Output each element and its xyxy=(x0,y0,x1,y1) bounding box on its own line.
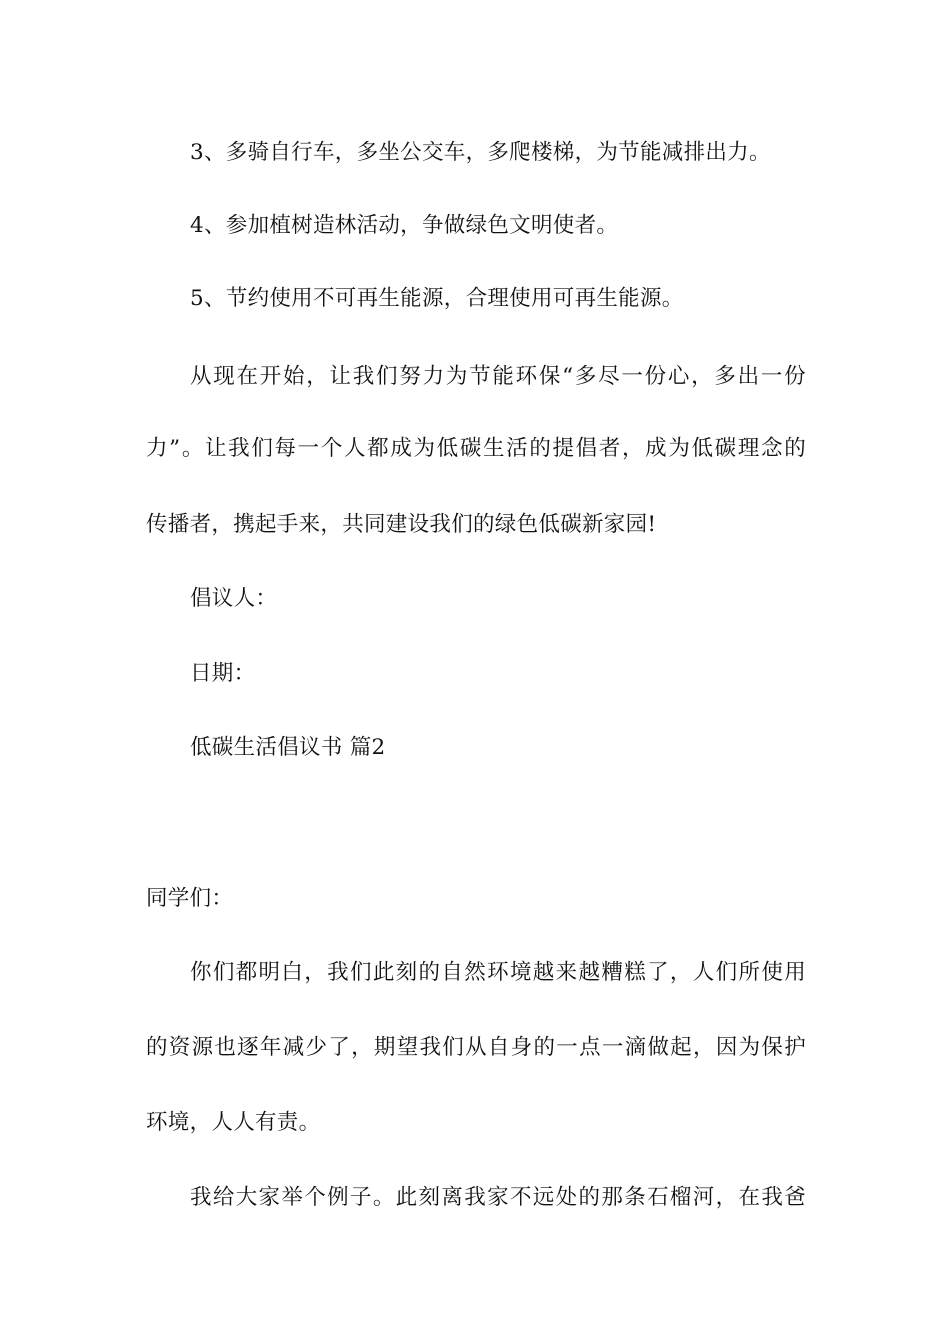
paragraph-line: 你们都明白，我们此刻的自然环境越来越糟糕了，人们所使用 xyxy=(190,960,806,985)
paragraph-line: 传播者，携起手来，共同建设我们的绿色低碳新家园! xyxy=(146,512,657,537)
list-item-3: 3、多骑自行车，多坐公交车，多爬楼梯，为节能减排出力。 xyxy=(190,140,771,165)
paragraph-line: 环境，人人有责。 xyxy=(146,1110,321,1135)
list-item-4: 4、参加植树造林活动，争做绿色文明使者。 xyxy=(190,213,619,238)
section-heading: 低碳生活倡议书 篇2 xyxy=(190,735,386,760)
salutation: 同学们： xyxy=(146,886,234,911)
date-label: 日期： xyxy=(190,661,256,686)
proposer-label: 倡议人： xyxy=(190,586,278,611)
paragraph-line: 力”。让我们每一个人都成为低碳生活的提倡者，成为低碳理念的 xyxy=(146,436,806,461)
paragraph-line: 我给大家举个例子。此刻离我家不远处的那条石榴河，在我爸 xyxy=(190,1185,806,1210)
paragraph-line: 的资源也逐年减少了，期望我们从自身的一点一滴做起，因为保护 xyxy=(146,1035,806,1060)
paragraph-line: 从现在开始，让我们努力为节能环保“多尽一份心，多出一份 xyxy=(190,364,806,389)
list-item-5: 5、节约使用不可再生能源，合理使用可再生能源。 xyxy=(190,286,684,311)
